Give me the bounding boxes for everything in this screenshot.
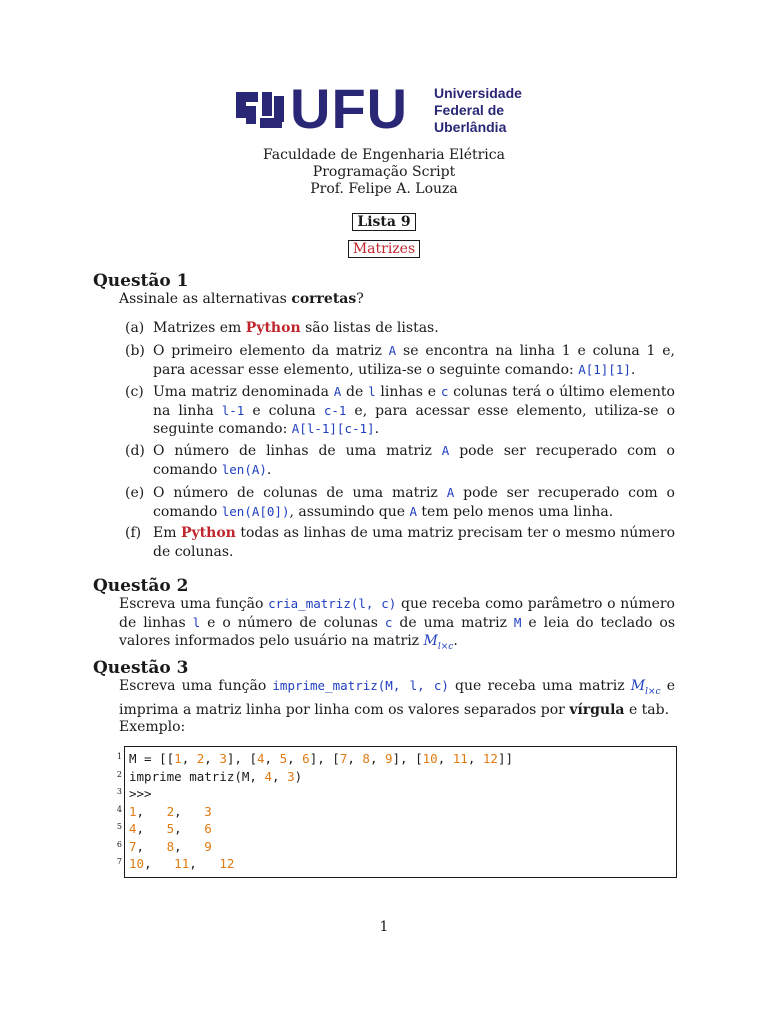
code-line-number: 5: [116, 822, 122, 831]
question-2-title: Questão 2: [93, 576, 189, 596]
faculty-name: Faculdade de Engenharia Elétrica: [263, 147, 505, 163]
code-line-number: 1: [116, 752, 122, 761]
code-line-number: 3: [116, 787, 122, 796]
professor-name: Prof. Felipe A. Louza: [310, 181, 458, 197]
course-name: Programação Script: [312, 164, 456, 180]
code-output-line: 1, 2, 3: [129, 803, 212, 819]
university-line-2: Federal de: [434, 102, 505, 118]
question-3-text: Escreva uma função imprime_matriz(M, l, c) que receba uma matriz $M_{l\times c}$ e imprima a matriz linha por linha com os valores separados por vírgula e tab.: [119, 678, 676, 719]
ufu-logo-emblem: [232, 86, 288, 134]
code-line-number: 2: [116, 769, 122, 779]
code-example-box: [124, 746, 677, 878]
code-output-line: 7, 8, 9: [129, 838, 212, 854]
university-line-1: Universidade: [434, 85, 522, 101]
code-output-line: 10, 11, 12: [129, 856, 235, 871]
option-label: (e): [125, 485, 145, 501]
code-output-line: 4, 5, 6: [129, 821, 212, 836]
example-label: Exemplo:: [119, 719, 186, 735]
option-label: (f): [125, 525, 142, 541]
option-label: (a): [125, 320, 145, 336]
list-title-box: [0, 213, 768, 231]
option-label: (b): [125, 343, 145, 359]
ufu-logo-wordmark: UFU: [290, 77, 409, 140]
q1-option-b: (b) O primeiro elemento da matriz A se encontra na linha 1 e coluna 1 e, para acessar esse elemento, utiliza-se o seguinte comando: A[1][1].: [125, 343, 675, 378]
code-line-number: 7: [116, 857, 122, 866]
topic-label: Matrizes: [348, 240, 420, 258]
code-line-3: >>>: [129, 786, 152, 801]
question-3-title: Questão 3: [93, 658, 189, 678]
university-line-3: Uberlândia: [434, 119, 507, 135]
option-label: (c): [125, 384, 144, 400]
question-1-prompt: Assinale as alternativas corretas?: [119, 291, 364, 307]
option-label: (d): [125, 443, 145, 459]
code-line-number: 6: [116, 839, 122, 849]
code-line-number: 4: [116, 804, 122, 814]
university-name: [434, 85, 522, 136]
q1-option-f: (f) Em Python todas as linhas de uma matriz precisam ter o mesmo número de colunas.: [125, 525, 675, 560]
code-line-2: imprime matriz(M, 4, 3): [129, 768, 303, 784]
topic-box: [0, 240, 768, 258]
q1-option-c: (c) Uma matriz denominada A de l linhas e c colunas terá o último elemento na linha l-1 e coluna c-1 e, para acessar esse elemento, utiliza-se o seguinte comando: A[l-1][c-1].: [125, 384, 675, 437]
question-1-title: Questão 1: [93, 271, 189, 291]
question-2-text: Escreva uma função cria_matriz(l, c) que receba como parâmetro o número de linhas l e o número de colunas c de uma matriz M e leia do teclado os valores informados pelo usuário na matriz $M_{l\times c}$.: [119, 596, 676, 652]
q1-option-d: (d) O número de linhas de uma matriz A pode ser recuperado com o comando len(A).: [125, 443, 675, 478]
q1-option-e: (e) O número de colunas de uma matriz A pode ser recuperado com o comando len(A[0]), assumindo que A tem pelo menos uma linha.: [125, 485, 675, 520]
page-number: 1: [379, 919, 389, 935]
code-line-1: M = [[1, 2, 3], [4, 5, 6], [7, 8, 9], [10, 11, 12]]: [129, 751, 514, 766]
list-title: Lista 9: [352, 213, 415, 231]
q1-option-a: (a) Matrizes em Python são listas de listas.: [125, 320, 439, 336]
